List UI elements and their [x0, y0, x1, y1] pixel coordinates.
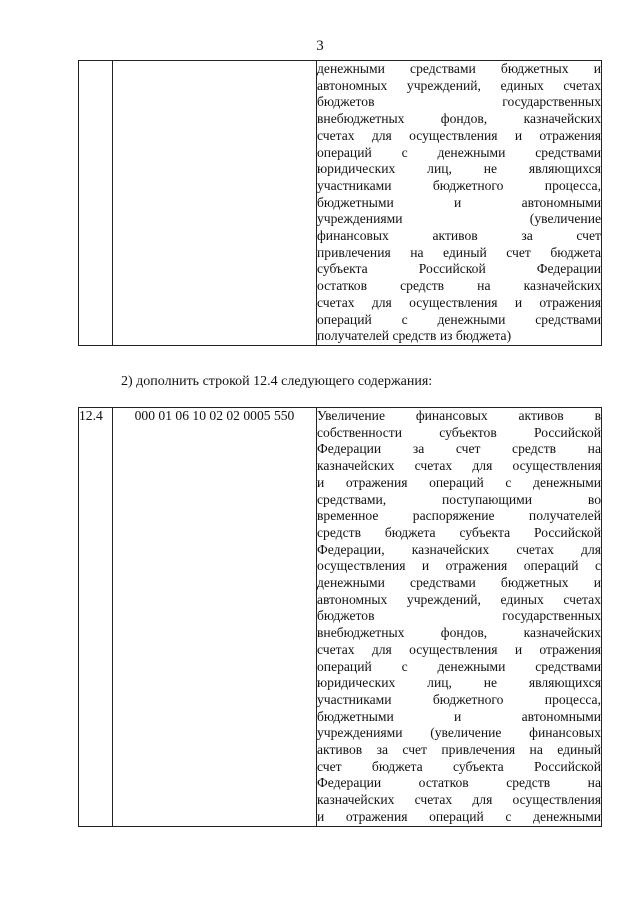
- description-line: бюджетов государственных: [317, 94, 601, 110]
- description-line: казначейских счетах для осуществления: [317, 792, 601, 808]
- table-continued: [78, 60, 602, 346]
- description-line: денежными средствами бюджетных и: [317, 61, 601, 76]
- description-line: счетах для осуществления и отражения: [317, 294, 601, 310]
- description-line: активов за счет привлечения на единый: [317, 742, 601, 758]
- description-line: бюджетными и автономными: [317, 708, 601, 724]
- description-line: остатков средств на казначейских: [317, 278, 601, 294]
- amendment-instruction: 2) дополнить строкой 12.4 следующего содержания:: [121, 374, 433, 389]
- description-line: собственности субъектов Российской: [317, 424, 601, 440]
- table-new-row: [78, 407, 602, 827]
- row-description-cell: [317, 408, 602, 827]
- description-line: казначейских счетах для осуществления: [317, 458, 601, 474]
- row-code-cell: [113, 61, 317, 346]
- description-line: счетах для осуществления и отражения: [317, 641, 601, 657]
- description-line: денежными средствами бюджетных и: [317, 575, 601, 591]
- description-line: учреждениями (увеличение финансовых: [317, 725, 601, 741]
- description-line: Федерации остатков средств на: [317, 775, 601, 791]
- table-row: [79, 61, 602, 346]
- description-line: Федерации за счет средств на: [317, 441, 601, 457]
- description-line: бюджетов государственных: [317, 608, 601, 624]
- description-line: субъекта Российской Федерации: [317, 261, 601, 277]
- page-number: 3: [316, 38, 324, 54]
- description-line: юридических лиц, не являющихся: [317, 675, 601, 691]
- description-line: счет бюджета субъекта Российской: [317, 758, 601, 774]
- row-code-cell: 000 01 06 10 02 02 0005 550: [113, 408, 317, 827]
- description-line: средствами, поступающими во: [317, 491, 601, 507]
- description-line: и отражения операций с денежными: [317, 474, 601, 490]
- description-line: внебюджетных фондов, казначейских: [317, 111, 601, 127]
- description-line: операций с денежными средствами: [317, 144, 601, 160]
- description-line: бюджетными и автономными: [317, 194, 601, 210]
- description-line: автономных учреждений, единых счетах: [317, 591, 601, 607]
- description-line: финансовых активов за счет: [317, 228, 601, 244]
- row-description-cell: [317, 61, 602, 346]
- description-line: счетах для осуществления и отражения: [317, 127, 601, 143]
- description-line: операций с денежными средствами: [317, 658, 601, 674]
- description-line: и отражения операций с денежными: [317, 808, 601, 824]
- description-line: Федерации, казначейских счетах для: [317, 541, 601, 557]
- description-line: привлечения на единый счет бюджета: [317, 244, 601, 260]
- description-line: осуществления и отражения операций с: [317, 558, 601, 574]
- description-line: временное распоряжение получателей: [317, 508, 601, 524]
- description-line: Увеличение финансовых активов в: [317, 408, 601, 423]
- row-number-cell: 12.4: [79, 408, 113, 827]
- description-line: операций с денежными средствами: [317, 311, 601, 327]
- description-line: средств бюджета субъекта Российской: [317, 524, 601, 540]
- description-line: участниками бюджетного процесса,: [317, 177, 601, 193]
- row-number-cell: [79, 61, 113, 346]
- table-row: [79, 408, 602, 827]
- description-line: участниками бюджетного процесса,: [317, 691, 601, 707]
- description-line: получателей средств из бюджета): [317, 328, 512, 344]
- description-line: учреждениями (увеличение: [317, 211, 601, 227]
- description-line: автономных учреждений, единых счетах: [317, 77, 601, 93]
- description-line: юридических лиц, не являющихся: [317, 161, 601, 177]
- description-line: внебюджетных фондов, казначейских: [317, 625, 601, 641]
